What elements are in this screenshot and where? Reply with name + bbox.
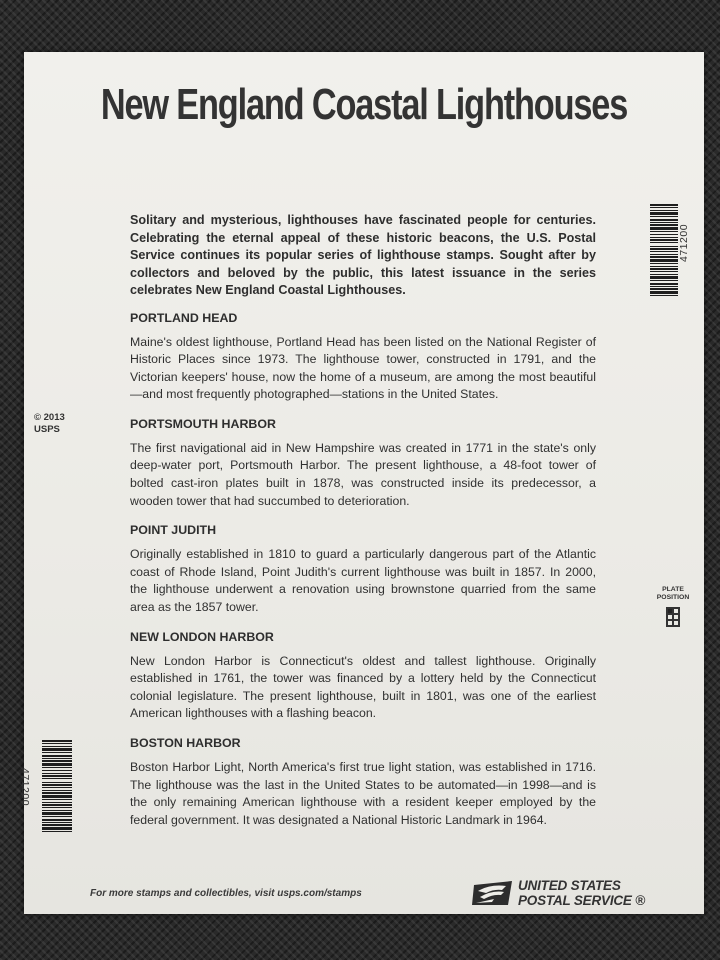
barcode-number: 471200: [678, 223, 690, 262]
section-point-judith: [130, 523, 596, 616]
usps-logo: [472, 878, 645, 908]
barcode-number: 471200: [19, 768, 31, 807]
plate-position-marker: [650, 586, 696, 627]
section-portland-head: [130, 311, 596, 404]
section-heading: PORTSMOUTH HARBOR: [130, 416, 276, 431]
copyright-notice: [34, 412, 65, 436]
section-body: Maine's oldest lighthouse, Portland Head has been listed on the National Register of Historic Places since 1973. The lighthouse tower, constructed in 1791, and the Victorian keepers' house, now the home of a museum, are among the most beautiful—and most frequently photographed—stations in the United States.: [130, 334, 596, 402]
section-boston-harbor: [130, 736, 596, 829]
sheet-content: [130, 212, 596, 842]
info-sheet: [19, 52, 704, 914]
sheet-title: New England Coastal Lighthouses: [100, 80, 628, 129]
position-label: POSITION: [656, 594, 690, 601]
plate-position-grid-icon: [666, 607, 680, 627]
barcode-icon: [650, 204, 678, 296]
footer-note: For more stamps and collectibles, visit usps.com/stamps: [90, 888, 362, 899]
copyright-owner: USPS: [34, 424, 60, 435]
section-heading: BOSTON HARBOR: [130, 736, 241, 750]
usps-eagle-icon: [472, 879, 514, 907]
section-body: Originally established in 1810 to guard a particularly dangerous part of the Atlantic coast of Rhode Island, Point Judith's current lighthouse was built in 1857. In 2000, the lighthouse underwent a renovation using brownstone quarried from the same area as the 1857 tower.: [130, 547, 596, 615]
barcode-icon: [42, 740, 72, 832]
section-body: The first navigational aid in New Hampshire was created in 1771 in the state's only deep-water port, Portsmouth Harbor. The present lighthouse, a 48-foot tower of bolted cast-iron plates built in 1878, was constructed inside its predecessor, a wooden tower that had succumbed to deterioration.: [130, 440, 596, 508]
usps-logo-line2: POSTAL SERVICE ®: [518, 893, 646, 908]
section-portsmouth-harbor: [130, 417, 596, 510]
section-heading: NEW LONDON HARBOR: [130, 629, 274, 644]
section-heading: POINT JUDITH: [130, 523, 217, 538]
usps-logo-line1: UNITED STATES: [518, 878, 621, 893]
section-body: Boston Harbor Light, North America's first true light station, was established in 1716. The lighthouse was the last in the United States to be automated—in 1998—and is the only remaining American lighthouse with a resident keeper employed by the federal government. It was designated a National Historic Landmark in 1964.: [130, 760, 596, 827]
section-heading: PORTLAND HEAD: [130, 310, 238, 325]
intro-paragraph: Solitary and mysterious, lighthouses have fascinated people for centuries. Celebrating the eternal appeal of these historic beacons, the U.S. Postal Service continues its popular series of lighthouse stamps. Sought after by collectors and beloved by the public, this latest issuance in the series celebrates New England Coastal Lighthouses.: [130, 213, 596, 297]
plate-label: PLATE: [662, 586, 684, 593]
section-body: New London Harbor is Connecticut's oldest and tallest lighthouse. Originally established in 1761, the tower was financed by a lottery held by the Connecticut colonial legislature. The present lighthouse, built in 1801, was one of the earliest American lighthouses with a flashing beacon.: [130, 653, 596, 721]
section-new-london-harbor: [130, 630, 596, 723]
copyright-year: © 2013: [34, 412, 65, 423]
